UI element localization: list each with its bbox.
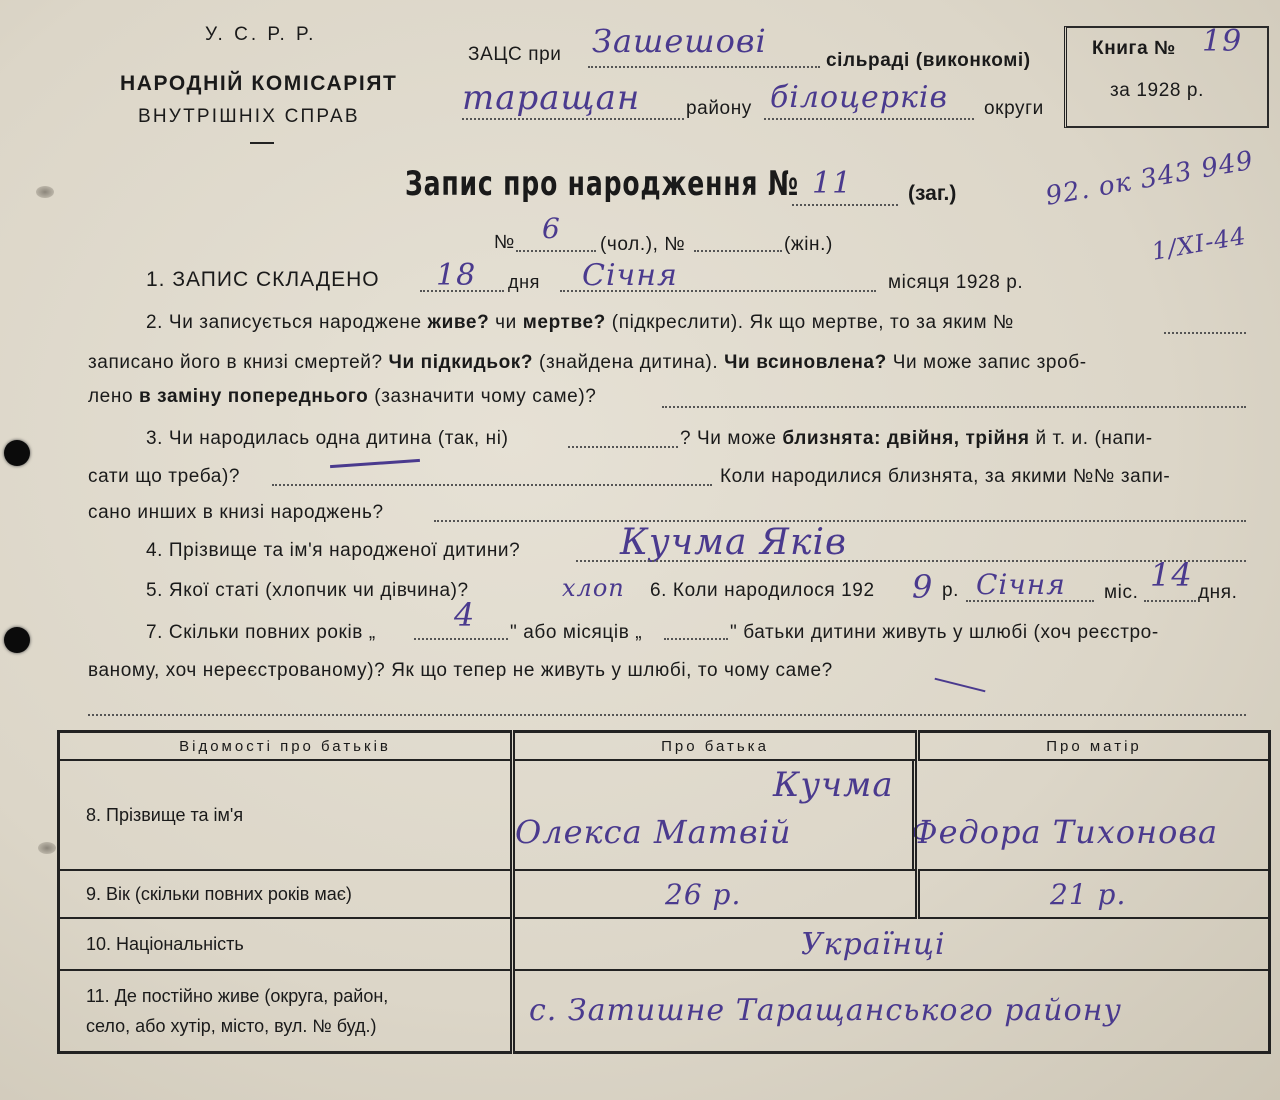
record-number-line xyxy=(792,204,898,206)
q6-year-suffix: р. xyxy=(942,580,960,601)
q3-line3-a: сано инших в книзі народжень? xyxy=(88,502,384,523)
q2-alive: живе? xyxy=(427,312,490,333)
q2-dead: мертве? xyxy=(522,312,606,333)
q1-day-label: дня xyxy=(508,272,540,292)
nationality-handwritten: Українці xyxy=(801,926,946,962)
q5-text: 5. Якої статі (хлопчик чи дівчина)? xyxy=(146,580,469,601)
female-label: (жін.) xyxy=(784,234,833,255)
header-rule xyxy=(250,142,274,144)
book-label: Книга № xyxy=(1092,38,1176,59)
district-line xyxy=(462,118,684,120)
q2-replacement-line xyxy=(662,406,1246,408)
sub-num-label: № xyxy=(494,232,515,253)
q1-day-line xyxy=(420,290,504,292)
q2-line2 xyxy=(88,352,1087,374)
table-header-row xyxy=(59,732,1270,761)
record-title-suffix: (заг.) xyxy=(908,182,957,205)
q6-day-line xyxy=(1144,600,1196,602)
district-handwritten: таращан xyxy=(462,78,641,118)
q2-text-2a: записано його в книзі смертей? xyxy=(88,352,383,373)
header-parents-info: Відомості про батьків xyxy=(59,732,513,761)
paper-dent xyxy=(36,186,54,198)
zags-suffix: сільраді (виконкомі) xyxy=(826,50,1031,71)
q3-line2-a: сати що треба)? xyxy=(88,466,241,487)
q2-line3 xyxy=(88,386,596,408)
surname-handwritten: Кучма xyxy=(773,765,894,805)
q1-text: 1. ЗАПИС СКЛАДЕНО xyxy=(146,268,380,291)
zags-village-handwritten: Зашешові xyxy=(592,22,767,60)
q1-month-line xyxy=(560,290,876,292)
q3-text-d: й т. и. (напи- xyxy=(1035,428,1153,449)
father-name-handwritten: Олекса Матвій xyxy=(515,813,792,851)
residence-cell xyxy=(513,970,1270,1052)
nationality-cell xyxy=(513,918,1270,970)
book-year: за 1928 р. xyxy=(1110,80,1204,101)
zags-prefix: ЗАЦС при xyxy=(468,44,562,65)
q6-day-label: дня. xyxy=(1198,582,1238,603)
q3-single-line xyxy=(568,446,678,448)
q3-line2-b: Коли народилися близнята, за якими №№ запи- xyxy=(720,466,1171,487)
male-label: (чол.), № xyxy=(600,234,686,255)
q2-text-2c: (знайдена дитина). xyxy=(539,352,719,373)
header-mother: Про матір xyxy=(918,732,1270,761)
header-republic: У. С. Р. Р. xyxy=(205,24,317,45)
okruga-line xyxy=(764,118,974,120)
q3-line1-a: 3. Чи народилась одна дитина (так, ні) xyxy=(146,428,509,449)
q3-line1-rest xyxy=(680,428,1153,450)
district-label: району xyxy=(686,98,752,119)
table-row xyxy=(59,918,1270,970)
residence-label-1: 11. Де постійно живе (округа, район, xyxy=(86,985,389,1006)
zags-village-line xyxy=(588,66,820,68)
header-father: Про батька xyxy=(513,732,918,761)
paper-dent xyxy=(38,842,56,854)
male-number-line xyxy=(516,250,596,252)
q7-years-line xyxy=(414,638,508,640)
q6-year-handwritten: 9 xyxy=(912,568,934,606)
mother-age-cell xyxy=(918,870,1270,918)
father-age-cell xyxy=(513,870,918,918)
row-nationality-label: 10. Національність xyxy=(59,918,513,970)
q7-years-handwritten: 4 xyxy=(454,596,476,634)
q3-text-b: ? Чи може xyxy=(680,428,777,449)
okruga-label: округи xyxy=(984,98,1044,119)
residence-handwritten: с. Затишне Таращанського району xyxy=(529,993,1122,1029)
parents-table xyxy=(57,730,1271,1054)
q2-text-c: чи xyxy=(495,312,517,333)
q2-adopted: Чи всиновлена? xyxy=(724,352,887,373)
punch-hole xyxy=(4,440,30,466)
q3-twins-line xyxy=(272,484,712,486)
q4-answer-handwritten: Кучма Яків xyxy=(620,522,847,563)
q1-month-handwritten: Січня xyxy=(582,258,678,293)
q7-handwritten-dash xyxy=(935,678,986,693)
q2-death-number-line xyxy=(1164,332,1246,334)
q2-foundling: Чи підкидьок? xyxy=(388,352,534,373)
okruga-handwritten: білоцерків xyxy=(770,80,948,115)
q6-month-label: міс. xyxy=(1104,582,1139,603)
row-name-values xyxy=(513,760,1270,870)
q4-line xyxy=(576,560,1246,562)
q2-text-2e: Чи може запис зроб- xyxy=(892,352,1087,373)
record-title: Запис про народження № xyxy=(405,164,799,204)
mother-age-handwritten: 21 р. xyxy=(1050,877,1127,911)
mother-name-handwritten: Федора Тихонова xyxy=(911,813,1219,851)
q2-text-a: 2. Чи записується народжене xyxy=(146,312,422,333)
row-name-label: 8. Прізвище та ім'я xyxy=(59,760,513,870)
table-row xyxy=(59,970,1270,1052)
q3-handwritten-dash xyxy=(330,459,420,468)
q7-reason-line xyxy=(88,714,1246,716)
q1-day-handwritten: 18 xyxy=(436,258,477,293)
header-department: ВНУТРІШНІХ СПРАВ xyxy=(138,106,360,127)
book-number-handwritten: 19 xyxy=(1202,24,1243,59)
row-residence-label xyxy=(59,970,513,1052)
q2-replacement: в заміну попереднього xyxy=(139,386,369,407)
q3-twins: близнята: двійня, трійня xyxy=(782,428,1030,449)
q2-text-e: (підкреслити). Як що мертве, то за яким № xyxy=(611,312,1015,333)
punch-hole xyxy=(4,627,30,653)
q7-line1-b: " або місяців „ xyxy=(510,622,643,643)
q6-month-line xyxy=(966,600,1094,602)
q4-text: 4. Прізвище та ім'я народженої дитини? xyxy=(146,540,521,561)
male-number-handwritten: 6 xyxy=(542,212,561,245)
q2-line1 xyxy=(146,312,1014,334)
q6-day-handwritten: 14 xyxy=(1150,556,1193,594)
q2-text-3c: (зазначити чому саме)? xyxy=(374,386,597,407)
row-age-label: 9. Вік (скільки повних років має) xyxy=(59,870,513,918)
q7-line1-a: 7. Скільки повних років „ xyxy=(146,622,376,643)
table-row xyxy=(59,870,1270,918)
q6-month-handwritten: Січня xyxy=(976,568,1066,601)
col-divider xyxy=(912,761,917,871)
q2-text-3a: лено xyxy=(88,386,134,407)
margin-note-date: 1/XI-44 xyxy=(1149,221,1249,266)
q1-month-label: місяця 1928 р. xyxy=(888,272,1024,293)
record-number-handwritten: 11 xyxy=(812,166,853,201)
residence-label-2: село, або хутір, місто, вул. № буд.) xyxy=(86,1015,377,1036)
q7-months-line xyxy=(664,638,728,640)
father-age-handwritten: 26 р. xyxy=(665,877,742,911)
table-row xyxy=(59,760,1270,870)
female-number-line xyxy=(694,250,782,252)
header-commissariat: НАРОДНІЙ КОМІСАРІЯТ xyxy=(120,72,398,95)
q5-answer-handwritten: хлоп xyxy=(562,574,625,602)
q6-text: 6. Коли народилося 192 xyxy=(650,580,875,601)
q7-line2: ваному, хоч нереєстрованому)? Як що тепер не живуть у шлюбі, то чому саме? xyxy=(88,660,833,681)
q7-line1-c: " батьки дитини живуть у шлюбі (хоч реєстро- xyxy=(730,622,1159,643)
margin-note-archive: 92. ок 343 949 xyxy=(1043,145,1256,212)
